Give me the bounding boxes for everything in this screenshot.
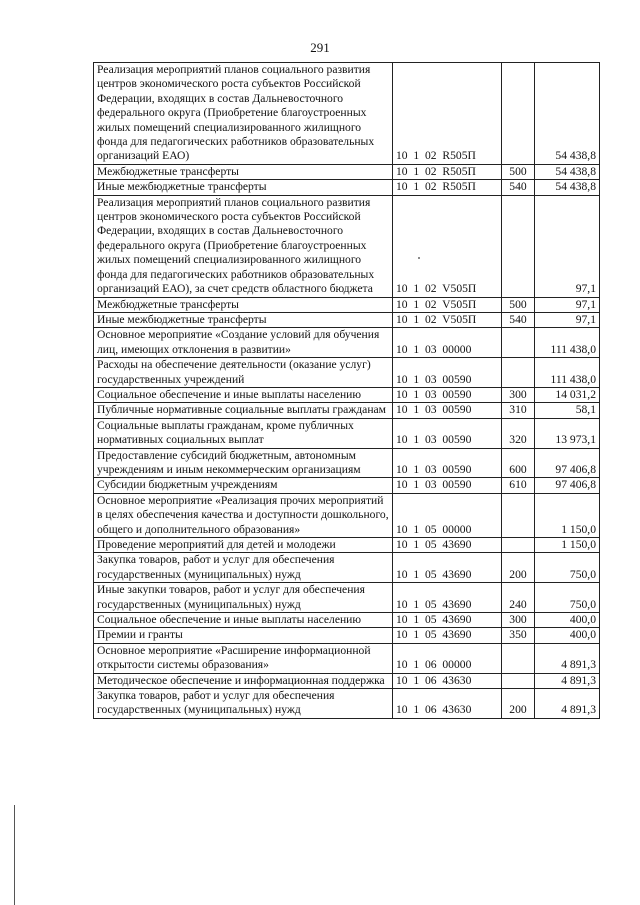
row-description: Методическое обеспечение и информационная поддержка xyxy=(94,673,393,688)
table-row xyxy=(94,180,600,195)
table-row xyxy=(94,312,600,327)
row-target-code: 10 1 03 00590 xyxy=(393,478,502,493)
table-row xyxy=(94,583,600,613)
row-target-code: 10 1 03 00590 xyxy=(393,358,502,388)
row-expense-type xyxy=(502,358,535,388)
row-target-code: 10 1 02 R505П xyxy=(393,164,502,179)
row-expense-type xyxy=(502,493,535,537)
budget-table xyxy=(93,62,600,719)
row-description: Предоставление субсидий бюджетным, автономным учреждениям и иным некоммерческим организациям xyxy=(94,448,393,478)
row-amount: 4 891,3 xyxy=(535,689,600,719)
row-expense-type: 300 xyxy=(502,613,535,628)
row-description: Субсидии бюджетным учреждениям xyxy=(94,478,393,493)
table-row xyxy=(94,164,600,179)
row-description: Основное мероприятие «Реализация прочих мероприятий в целях обеспечения качества и доступности дошкольного, общего и дополнительного образования» xyxy=(94,493,393,537)
row-amount: 54 438,8 xyxy=(535,63,600,165)
table-row xyxy=(94,418,600,448)
row-amount: 400,0 xyxy=(535,628,600,643)
table-row xyxy=(94,673,600,688)
row-expense-type: 540 xyxy=(502,312,535,327)
table-row xyxy=(94,493,600,537)
row-target-code: 10 1 03 00590 xyxy=(393,448,502,478)
row-target-code: 10 1 02 R505П xyxy=(393,63,502,165)
row-description: Социальное обеспечение и иные выплаты населению xyxy=(94,613,393,628)
row-expense-type xyxy=(502,673,535,688)
row-expense-type: 600 xyxy=(502,448,535,478)
row-amount: 1 150,0 xyxy=(535,538,600,553)
row-amount: 97,1 xyxy=(535,297,600,312)
row-target-code: 10 1 03 00590 xyxy=(393,387,502,402)
row-target-code: 10 1 06 43630 xyxy=(393,673,502,688)
row-target-code: 10 1 02 R505П xyxy=(393,180,502,195)
row-target-code: 10 1 02 V505П xyxy=(393,312,502,327)
row-amount: 14 031,2 xyxy=(535,387,600,402)
page-number: 291 xyxy=(310,40,330,55)
row-amount: 4 891,3 xyxy=(535,673,600,688)
row-expense-type: 300 xyxy=(502,387,535,402)
row-expense-type: 200 xyxy=(502,553,535,583)
row-expense-type: 320 xyxy=(502,418,535,448)
row-description: Реализация мероприятий планов социального развития центров экономического роста субъектов Российской Федерации, входящих в состав Дальневосточного федерального округа (Приобретение благоустроенных жилых помещений специализированного жилищного фонда для педагогических работников образовательных организаций ЕАО) xyxy=(94,63,393,165)
row-target-code: 10 1 05 43690 xyxy=(393,583,502,613)
table-row xyxy=(94,628,600,643)
budget-table-body xyxy=(94,63,600,719)
row-description: Проведение мероприятий для детей и молодежи xyxy=(94,538,393,553)
row-expense-type: 310 xyxy=(502,403,535,418)
row-amount: 97,1 xyxy=(535,195,600,297)
table-row xyxy=(94,553,600,583)
row-target-code: 10 1 06 00000 xyxy=(393,643,502,673)
row-target-code: 10 1 05 43690 xyxy=(393,538,502,553)
table-row xyxy=(94,195,600,297)
table-row xyxy=(94,613,600,628)
table-row xyxy=(94,689,600,719)
row-expense-type xyxy=(502,328,535,358)
row-expense-type: 540 xyxy=(502,180,535,195)
row-expense-type: 350 xyxy=(502,628,535,643)
row-amount: 400,0 xyxy=(535,613,600,628)
row-description: Социальные выплаты гражданам, кроме публичных нормативных социальных выплат xyxy=(94,418,393,448)
table-row xyxy=(94,297,600,312)
table-row xyxy=(94,478,600,493)
row-description: Публичные нормативные социальные выплаты гражданам xyxy=(94,403,393,418)
row-expense-type: 200 xyxy=(502,689,535,719)
row-target-code: 10 1 05 43690 xyxy=(393,628,502,643)
table-row xyxy=(94,403,600,418)
row-amount: 97 406,8 xyxy=(535,478,600,493)
table-row xyxy=(94,387,600,402)
row-amount: 58,1 xyxy=(535,403,600,418)
table-row xyxy=(94,643,600,673)
row-target-code: 10 1 05 00000 xyxy=(393,493,502,537)
row-amount: 4 891,3 xyxy=(535,643,600,673)
row-amount: 1 150,0 xyxy=(535,493,600,537)
row-target-code: 10 1 03 00590 xyxy=(393,403,502,418)
row-description: Межбюджетные трансферты xyxy=(94,297,393,312)
row-description: Иные закупки товаров, работ и услуг для обеспечения государственных (муниципальных) нужд xyxy=(94,583,393,613)
scan-artifact-dot xyxy=(418,257,420,259)
row-description: Основное мероприятие «Расширение информационной открытости системы образования» xyxy=(94,643,393,673)
row-expense-type xyxy=(502,538,535,553)
row-description: Реализация мероприятий планов социального развития центров экономического роста субъектов Российской Федерации, входящих в состав Дальневосточного федерального округа (Приобретение благоустроенных жилых помещений специализированного жилищного фонда для педагогических работников образовательных организаций ЕАО), за счет средств областного бюджета xyxy=(94,195,393,297)
table-row xyxy=(94,358,600,388)
row-amount: 111 438,0 xyxy=(535,358,600,388)
row-target-code: 10 1 02 V505П xyxy=(393,195,502,297)
row-expense-type: 500 xyxy=(502,297,535,312)
row-description: Расходы на обеспечение деятельности (оказание услуг) государственных учреждений xyxy=(94,358,393,388)
row-description: Основное мероприятие «Создание условий для обучения лиц, имеющих отклонения в развитии» xyxy=(94,328,393,358)
row-target-code: 10 1 06 43630 xyxy=(393,689,502,719)
row-expense-type xyxy=(502,63,535,165)
row-expense-type: 610 xyxy=(502,478,535,493)
margin-line xyxy=(14,805,15,905)
row-target-code: 10 1 05 43690 xyxy=(393,553,502,583)
row-amount: 111 438,0 xyxy=(535,328,600,358)
table-row xyxy=(94,328,600,358)
row-target-code: 10 1 03 00000 xyxy=(393,328,502,358)
row-description: Премии и гранты xyxy=(94,628,393,643)
row-amount: 750,0 xyxy=(535,583,600,613)
row-amount: 750,0 xyxy=(535,553,600,583)
row-target-code: 10 1 02 V505П xyxy=(393,297,502,312)
row-description: Социальное обеспечение и иные выплаты населению xyxy=(94,387,393,402)
row-expense-type: 240 xyxy=(502,583,535,613)
row-amount: 97,1 xyxy=(535,312,600,327)
row-description: Закупка товаров, работ и услуг для обеспечения государственных (муниципальных) нужд xyxy=(94,553,393,583)
row-expense-type xyxy=(502,195,535,297)
row-description: Иные межбюджетные трансферты xyxy=(94,180,393,195)
row-expense-type xyxy=(502,643,535,673)
row-amount: 54 438,8 xyxy=(535,180,600,195)
row-description: Закупка товаров, работ и услуг для обеспечения государственных (муниципальных) нужд xyxy=(94,689,393,719)
table-row xyxy=(94,63,600,165)
row-description: Иные межбюджетные трансферты xyxy=(94,312,393,327)
table-row xyxy=(94,538,600,553)
row-amount: 54 438,8 xyxy=(535,164,600,179)
table-row xyxy=(94,448,600,478)
row-description: Межбюджетные трансферты xyxy=(94,164,393,179)
row-target-code: 10 1 05 43690 xyxy=(393,613,502,628)
row-target-code: 10 1 03 00590 xyxy=(393,418,502,448)
row-expense-type: 500 xyxy=(502,164,535,179)
row-amount: 97 406,8 xyxy=(535,448,600,478)
row-amount: 13 973,1 xyxy=(535,418,600,448)
